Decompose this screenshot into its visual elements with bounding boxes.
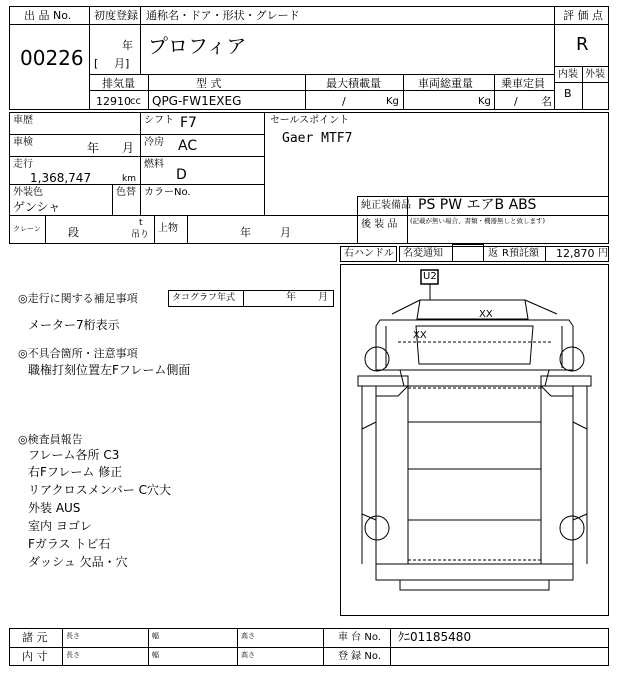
tachograph-month: 月 bbox=[318, 292, 328, 303]
step-boxes bbox=[358, 376, 591, 386]
interior-score: B bbox=[564, 87, 572, 100]
footer-height-label-2: 高さ bbox=[241, 651, 255, 659]
wheel-rear-right bbox=[560, 516, 584, 540]
divider bbox=[9, 156, 265, 157]
displacement-label: 排気量 bbox=[102, 77, 135, 90]
cab-roof-line bbox=[417, 300, 528, 319]
divider bbox=[243, 290, 244, 307]
crane-label: クレーン bbox=[13, 225, 41, 233]
first-reg-year: 年 bbox=[122, 39, 133, 52]
color-label: 外装色 bbox=[13, 187, 43, 198]
first-reg-label: 初度登録 bbox=[94, 9, 138, 22]
footer-height-label: 高さ bbox=[241, 632, 255, 640]
displacement-unit: cc bbox=[130, 96, 141, 107]
truck-diagram bbox=[340, 264, 609, 616]
divider bbox=[9, 134, 265, 135]
sales-point-label: セールスポイント bbox=[270, 115, 350, 126]
mileage-unit: km bbox=[122, 174, 136, 184]
inspector-line: 室内 ヨゴレ bbox=[28, 519, 92, 533]
interior-label: 内装 bbox=[558, 69, 578, 80]
footer-length-label: 長さ bbox=[66, 632, 80, 640]
divider bbox=[237, 628, 238, 666]
mileage-value: 1,368,747 bbox=[30, 171, 92, 185]
divider bbox=[357, 215, 358, 244]
tachograph-year: 年 bbox=[286, 292, 296, 303]
wheel-front-right bbox=[560, 347, 584, 371]
inspector-line: ダッシュ 欠品・穴 bbox=[28, 555, 128, 569]
capacity-unit: 名 bbox=[541, 95, 552, 108]
displacement-value: 12910 bbox=[96, 95, 131, 108]
diagram-mark-left: XX bbox=[413, 330, 427, 341]
wheel-front-left bbox=[365, 347, 389, 371]
cab-window bbox=[416, 326, 533, 364]
body-sides bbox=[376, 386, 573, 564]
score-value: R bbox=[576, 34, 589, 55]
crane-tsuri: 吊り bbox=[131, 230, 150, 240]
inspector-line: 右Fフレーム 修正 bbox=[28, 465, 123, 479]
max-load-slash: / bbox=[342, 95, 346, 108]
divider bbox=[494, 74, 495, 110]
fuel-value: D bbox=[176, 167, 187, 183]
body-outer-sides bbox=[362, 386, 587, 564]
divider bbox=[357, 215, 609, 216]
footer-spec-label: 諸 元 bbox=[22, 631, 48, 644]
cab-outline bbox=[376, 320, 573, 370]
divider bbox=[45, 215, 46, 244]
driving-title: ◎走行に関する補足事項 bbox=[18, 292, 138, 305]
name-change-checkbox bbox=[452, 244, 484, 262]
inspector-line: Fガラス トビ石 bbox=[28, 537, 111, 551]
aftermarket-note: (記載が無い場合、書類・機器無しと致します) bbox=[410, 217, 546, 225]
color-no-label: カラーNo. bbox=[144, 187, 191, 198]
r-deposit-value: 12,870 bbox=[556, 247, 595, 260]
divider bbox=[89, 24, 554, 25]
lot-no-label: 出 品 No. bbox=[24, 9, 72, 22]
upper-label: 上物 bbox=[158, 223, 178, 234]
equipment-label: 純正装備品 bbox=[361, 200, 411, 211]
r-deposit-label: R預託額 bbox=[502, 248, 539, 259]
history-label: 車歴 bbox=[13, 115, 33, 126]
defects-note: 職権打刻位置左Fフレーム側面 bbox=[28, 363, 191, 377]
divider bbox=[148, 628, 149, 666]
inspector-line: 外装 AUS bbox=[28, 501, 81, 515]
divider bbox=[357, 196, 358, 215]
sales-point-value: Gaer MTF7 bbox=[282, 131, 353, 146]
max-load-label: 最大積載量 bbox=[326, 77, 381, 90]
wheel-rear-left bbox=[365, 516, 389, 540]
divider bbox=[140, 112, 141, 215]
max-load-unit: Kg bbox=[386, 96, 399, 107]
inspector-line: フレーム各所 C3 bbox=[28, 448, 120, 462]
color-change-label: 色替 bbox=[116, 187, 136, 198]
inspection-label: 車検 bbox=[13, 137, 33, 148]
footer-reg-label: 登 録 No. bbox=[338, 651, 381, 662]
ac-value: AC bbox=[178, 138, 198, 154]
inspector-title: ◎検査員報告 bbox=[18, 433, 83, 446]
footer-width-label: 幅 bbox=[152, 632, 159, 640]
mileage-label: 走行 bbox=[13, 159, 33, 170]
divider bbox=[89, 74, 554, 75]
r-deposit-unit: 円 bbox=[598, 248, 608, 259]
body-inner-lines bbox=[408, 386, 541, 564]
cab-bottom bbox=[400, 370, 549, 386]
shift-value: F7 bbox=[180, 115, 197, 131]
car-name-label: 通称名・ドア・形状・グレード bbox=[146, 9, 300, 22]
first-reg-month: 月] bbox=[114, 57, 130, 70]
divider bbox=[305, 74, 306, 110]
divider bbox=[323, 628, 324, 666]
gross-weight-unit: Kg bbox=[478, 96, 491, 107]
footer-chassis-label: 車 台 No. bbox=[338, 632, 381, 643]
divider bbox=[112, 184, 113, 215]
diagram-mark-cab: XX bbox=[479, 309, 493, 320]
crane-dan: 段 bbox=[68, 226, 79, 239]
divider bbox=[9, 647, 609, 648]
model-label: 型 式 bbox=[196, 77, 222, 90]
equipment-value: PS PW エアB ABS bbox=[418, 197, 537, 213]
divider bbox=[89, 90, 554, 91]
divider bbox=[390, 628, 391, 666]
body-cross-lines bbox=[408, 422, 541, 520]
fuel-label: 燃料 bbox=[144, 159, 164, 170]
divider bbox=[554, 24, 609, 25]
rear-lower bbox=[400, 580, 549, 590]
score-label: 評 価 点 bbox=[563, 9, 603, 22]
upper-year: 年 bbox=[240, 226, 251, 239]
gross-weight-label: 車両総重量 bbox=[418, 77, 473, 90]
divider bbox=[554, 6, 555, 110]
divider bbox=[403, 74, 404, 110]
lot-no: 00226 bbox=[20, 46, 84, 70]
divider bbox=[154, 215, 155, 244]
exterior-label: 外装 bbox=[585, 69, 605, 80]
inspector-line: リアクロスメンバー C穴大 bbox=[28, 483, 171, 497]
car-name: プロフィア bbox=[148, 34, 247, 58]
aftermarket-label: 後 装 品 bbox=[361, 219, 398, 230]
inspection-year: 年 bbox=[87, 141, 100, 155]
footer-chassis-no: ｸﾆ01185480 bbox=[398, 630, 472, 644]
shift-label: シフト bbox=[144, 115, 174, 126]
cab-edge-lines bbox=[392, 300, 557, 314]
divider bbox=[9, 24, 90, 25]
capacity-label: 乗車定員 bbox=[501, 77, 545, 90]
footer-interior-label: 内 寸 bbox=[22, 650, 48, 663]
divider bbox=[62, 628, 63, 666]
rear-bumper bbox=[376, 564, 573, 580]
footer-length-label-2: 長さ bbox=[66, 651, 80, 659]
return-label: 返 bbox=[488, 248, 498, 259]
divider bbox=[264, 112, 265, 215]
name-change-label: 名変通知 bbox=[403, 248, 443, 259]
footer-width-label-2: 幅 bbox=[152, 651, 159, 659]
defects-title: ◎不具合箇所・注意事項 bbox=[18, 347, 138, 360]
inspection-month: 月 bbox=[122, 141, 135, 155]
crane-ton: t bbox=[139, 218, 143, 228]
tachograph-label: タコグラフ年式 bbox=[172, 293, 236, 303]
divider bbox=[89, 6, 90, 110]
divider bbox=[148, 74, 149, 110]
divider bbox=[582, 66, 583, 110]
divider bbox=[187, 215, 188, 244]
body-diagonals bbox=[362, 422, 587, 520]
right-hand-label: 右ハンドル bbox=[344, 248, 394, 259]
diagram-tag: U2 bbox=[423, 271, 437, 282]
capacity-slash: / bbox=[514, 95, 518, 108]
upper-month: 月 bbox=[280, 226, 291, 239]
model-value: QPG-FW1EXEG bbox=[152, 94, 242, 108]
color-value: ゲンシャ bbox=[13, 200, 61, 214]
divider bbox=[140, 6, 141, 74]
first-reg-bracket: [ bbox=[94, 57, 99, 70]
driving-note: メーター7桁表示 bbox=[28, 318, 120, 332]
divider bbox=[545, 246, 546, 262]
ac-label: 冷房 bbox=[144, 137, 164, 148]
